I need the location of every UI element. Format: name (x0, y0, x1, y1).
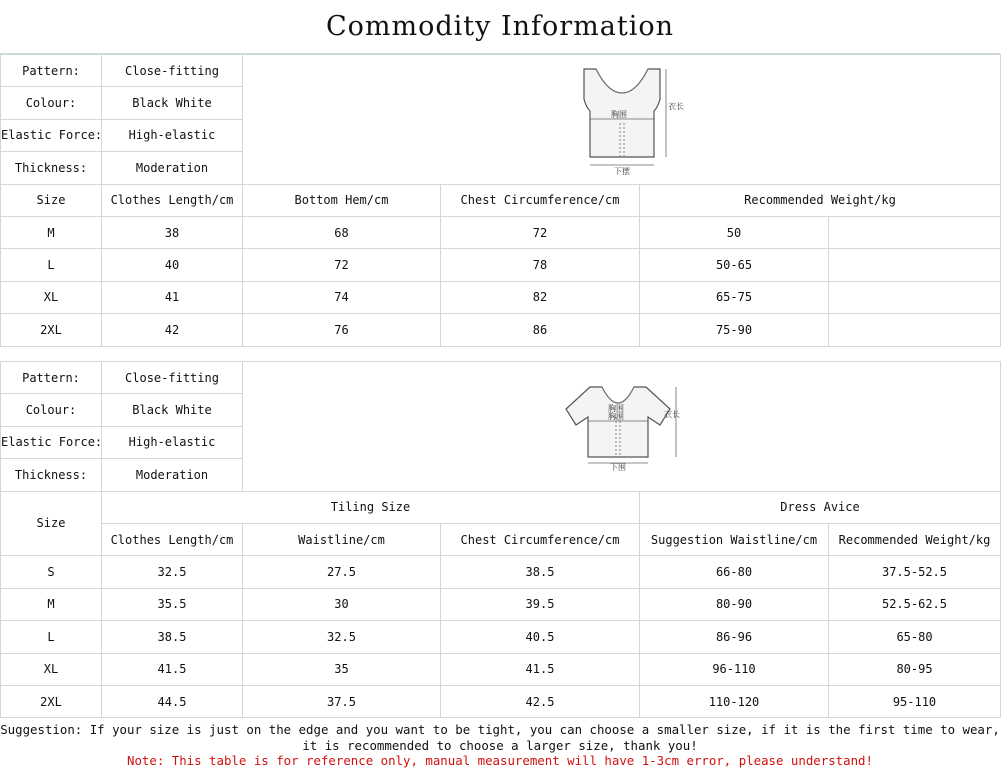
cell: 35 (243, 653, 441, 685)
attr-label: Elastic Force: (1, 426, 102, 458)
cell: 80-95 (829, 653, 1001, 685)
cell: 40 (102, 249, 243, 281)
diagram-chest-label: 胸围 (607, 412, 624, 422)
column-header: Bottom Hem/cm (243, 184, 441, 216)
attr-value: Close-fitting (102, 55, 243, 87)
cell: 76 (243, 314, 441, 346)
empty-cell (829, 314, 1001, 346)
diagram-chest-label: 胸围 (610, 110, 627, 120)
cell: 39.5 (441, 588, 640, 620)
cell: 82 (441, 281, 640, 313)
attr-value: Close-fitting (102, 362, 243, 394)
cell: 30 (243, 588, 441, 620)
table-row (1, 653, 1001, 685)
column-header: Recommended Weight/kg (829, 523, 1001, 555)
attr-value: Moderation (102, 459, 243, 491)
footer-notes (0, 722, 1000, 769)
cell: 38 (102, 216, 243, 248)
size-header: Size (1, 491, 102, 556)
attr-value: Black White (102, 87, 243, 119)
column-header: Chest Circumference/cm (441, 184, 640, 216)
table-row (1, 216, 1001, 248)
column-header: Waistline/cm (243, 523, 441, 555)
attr-label: Colour: (1, 394, 102, 426)
cell: S (1, 556, 102, 588)
cell: 75-90 (640, 314, 829, 346)
column-header: Clothes Length/cm (102, 523, 243, 555)
garment-diagram (243, 55, 1001, 185)
cell: 65-75 (640, 281, 829, 313)
cell: 37.5-52.5 (829, 556, 1001, 588)
cell: 37.5 (243, 685, 441, 717)
attr-label: Thickness: (1, 459, 102, 491)
group-header-row (1, 491, 1001, 523)
cell: 41 (102, 281, 243, 313)
diagram-chest-top-label: 胸围 (607, 404, 624, 414)
attr-label: Pattern: (1, 55, 102, 87)
short-sleeve-top-diagram-icon (552, 381, 692, 471)
cell: M (1, 588, 102, 620)
attr-value: High-elastic (102, 426, 243, 458)
cell: 38.5 (441, 556, 640, 588)
cell: 42 (102, 314, 243, 346)
empty-cell (829, 249, 1001, 281)
cell: XL (1, 281, 102, 313)
disclaimer-note: Note: This table is for reference only, manual measurement will have 1-3cm error, please understand! (127, 753, 873, 768)
cell: L (1, 249, 102, 281)
cell: 52.5-62.5 (829, 588, 1001, 620)
cell: 40.5 (441, 621, 640, 653)
cell: 110-120 (640, 685, 829, 717)
table-separator (0, 346, 1000, 361)
column-header: Size (1, 184, 102, 216)
table-row (1, 314, 1001, 346)
cell: XL (1, 653, 102, 685)
cell: 65-80 (829, 621, 1001, 653)
cell: 86-96 (640, 621, 829, 653)
table-row (1, 685, 1001, 717)
cell: 96-110 (640, 653, 829, 685)
attr-value: High-elastic (102, 119, 243, 151)
garment-diagram (243, 362, 1001, 492)
cell: 27.5 (243, 556, 441, 588)
group-header-tiling: Tiling Size (102, 491, 640, 523)
empty-cell (829, 216, 1001, 248)
cell: 2XL (1, 685, 102, 717)
header-row (1, 523, 1001, 555)
cell: 50 (640, 216, 829, 248)
column-header: Chest Circumference/cm (441, 523, 640, 555)
cell: 50-65 (640, 249, 829, 281)
diagram-length-label: 衣长 (663, 410, 680, 420)
attr-label: Thickness: (1, 152, 102, 184)
cell: 80-90 (640, 588, 829, 620)
suggestion-text-line-2: it is recommended to choose a larger size, thank you! (302, 737, 698, 753)
cell: 32.5 (102, 556, 243, 588)
table-row (1, 281, 1001, 313)
suggestion-text-line-1: Suggestion: If your size is just on the edge and you want to be tight, you can choose a smaller size, if it is the first time to wear, (0, 722, 1000, 737)
cell: 32.5 (243, 621, 441, 653)
attr-label: Elastic Force: (1, 119, 102, 151)
cell: 2XL (1, 314, 102, 346)
table-row (1, 249, 1001, 281)
diagram-hem-label: 下摆 (613, 167, 630, 177)
cell: M (1, 216, 102, 248)
diagram-length-label: 衣长 (667, 102, 684, 112)
cell: 66-80 (640, 556, 829, 588)
header-row (1, 184, 1001, 216)
cell: L (1, 621, 102, 653)
tank-top-diagram-icon (562, 63, 682, 175)
cell: 44.5 (102, 685, 243, 717)
attr-row (1, 55, 1001, 87)
cell: 95-110 (829, 685, 1001, 717)
column-header: Recommended Weight/kg (640, 184, 1001, 216)
cell: 35.5 (102, 588, 243, 620)
diagram-hem-label: 下围 (609, 463, 626, 473)
attr-label: Pattern: (1, 362, 102, 394)
table-row (1, 588, 1001, 620)
cell: 78 (441, 249, 640, 281)
attr-value: Moderation (102, 152, 243, 184)
empty-cell (829, 281, 1001, 313)
cell: 41.5 (102, 653, 243, 685)
page-title: Commodity Information (0, 0, 1000, 54)
cell: 72 (441, 216, 640, 248)
attr-value: Black White (102, 394, 243, 426)
attr-row (1, 362, 1001, 394)
table-row (1, 556, 1001, 588)
column-header: Suggestion Waistline/cm (640, 523, 829, 555)
attr-label: Colour: (1, 87, 102, 119)
cell: 72 (243, 249, 441, 281)
group-header-dress: Dress Avice (640, 491, 1001, 523)
cell: 42.5 (441, 685, 640, 717)
cell: 68 (243, 216, 441, 248)
table-row (1, 621, 1001, 653)
size-table-tank (0, 54, 1001, 347)
cell: 41.5 (441, 653, 640, 685)
cell: 74 (243, 281, 441, 313)
cell: 86 (441, 314, 640, 346)
cell: 38.5 (102, 621, 243, 653)
column-header: Clothes Length/cm (102, 184, 243, 216)
size-table-crop-top (0, 361, 1001, 718)
